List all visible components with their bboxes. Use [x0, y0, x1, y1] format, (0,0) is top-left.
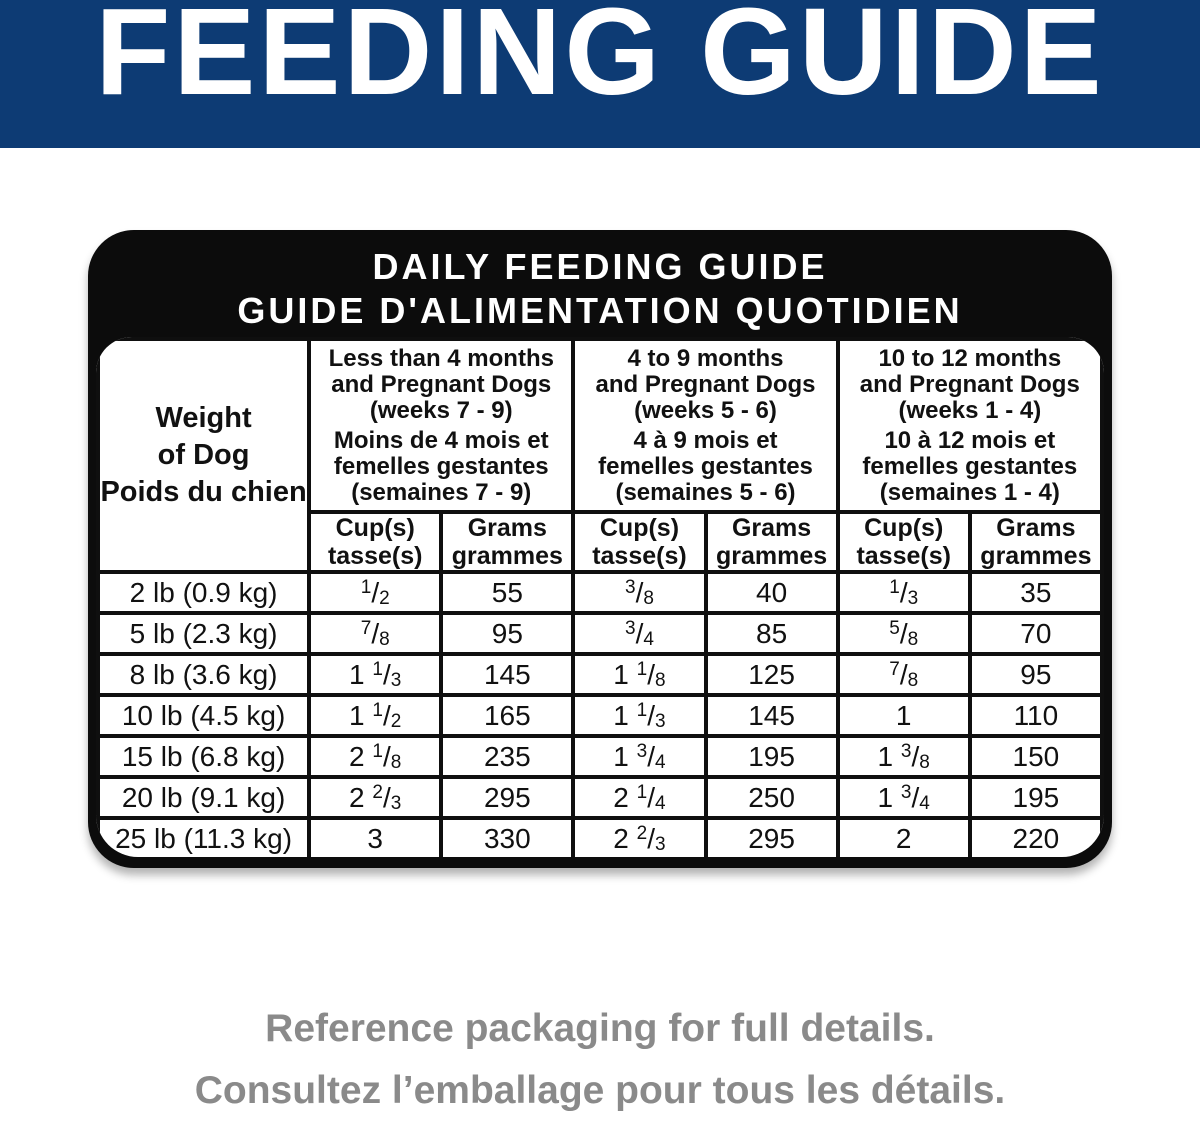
- feeding-table-body: [98, 572, 1102, 857]
- group-header-line: 10 à 12 mois et: [884, 426, 1056, 454]
- table-row: [98, 695, 1102, 736]
- value-cell: $^7$/8: [838, 654, 970, 695]
- weight-header-line: Poids du chien: [100, 476, 307, 508]
- weight-header-line: Weight: [155, 402, 252, 434]
- group-header-line: 4 to 9 months: [627, 344, 784, 372]
- feeding-guide-banner: [0, 0, 1200, 148]
- group-header-line: (semaines 5 - 6): [615, 478, 796, 506]
- value-cell: 55: [441, 572, 573, 613]
- value-cell: $^5$/8: [838, 613, 970, 654]
- value-cell: 330: [441, 818, 573, 857]
- value-cell: 85: [706, 613, 838, 654]
- value-cell: 35: [970, 572, 1102, 613]
- subheader-cups: Cup(s) tasse(s): [573, 512, 705, 572]
- group-header-line: femelles gestantes: [862, 452, 1078, 480]
- value-cell: 1 $^1$/2: [309, 695, 441, 736]
- value-cell: 2 $^2$/3: [309, 777, 441, 818]
- table-row: [98, 818, 1102, 857]
- value-cell: $^3$/8: [573, 572, 705, 613]
- card-titles: [88, 245, 1112, 333]
- group-header-line: and Pregnant Dogs: [859, 370, 1080, 398]
- value-cell: $^3$/4: [573, 613, 705, 654]
- weight-cell: 15 lb (6.8 kg): [98, 736, 309, 777]
- value-cell: 2: [838, 818, 970, 857]
- value-cell: 195: [970, 777, 1102, 818]
- group-header-line: (semaines 1 - 4): [879, 478, 1060, 506]
- group-header-line: 4 à 9 mois et: [633, 426, 778, 454]
- group-header-line: Moins de 4 mois et: [333, 426, 549, 454]
- value-cell: 295: [441, 777, 573, 818]
- value-cell: 110: [970, 695, 1102, 736]
- value-cell: 1 $^1$/8: [573, 654, 705, 695]
- value-cell: 1 $^1$/3: [309, 654, 441, 695]
- group-header-10-to-12-months: [838, 339, 1102, 512]
- group-header-line: (weeks 5 - 6): [634, 396, 777, 424]
- value-cell: 1 $^1$/3: [573, 695, 705, 736]
- value-cell: 150: [970, 736, 1102, 777]
- value-cell: 3: [309, 818, 441, 857]
- feeding-table: [96, 337, 1104, 857]
- subheader-cups: Cup(s) tasse(s): [838, 512, 970, 572]
- value-cell: 1 $^3$/4: [573, 736, 705, 777]
- footer-notes: [0, 998, 1200, 1122]
- value-cell: $^1$/3: [838, 572, 970, 613]
- table-row: [98, 572, 1102, 613]
- value-cell: 70: [970, 613, 1102, 654]
- feeding-table-wrap: [96, 337, 1104, 857]
- group-header-line: (weeks 1 - 4): [898, 396, 1042, 424]
- value-cell: 165: [441, 695, 573, 736]
- group-header-line: femelles gestantes: [333, 452, 549, 480]
- weight-cell: 20 lb (9.1 kg): [98, 777, 309, 818]
- value-cell: 2 $^1$/8: [309, 736, 441, 777]
- weight-cell: 5 lb (2.3 kg): [98, 613, 309, 654]
- subheader-grams: Grams grammes: [441, 512, 573, 572]
- subheader-cups: Cup(s) tasse(s): [309, 512, 441, 572]
- value-cell: 95: [441, 613, 573, 654]
- value-cell: 195: [706, 736, 838, 777]
- value-cell: 2 $^2$/3: [573, 818, 705, 857]
- table-row: [98, 654, 1102, 695]
- footer-note-en: Reference packaging for full details.: [265, 1007, 935, 1050]
- table-row: [98, 777, 1102, 818]
- table-row: [98, 613, 1102, 654]
- subheader-grams: Grams grammes: [970, 512, 1102, 572]
- banner-title: FEEDING GUIDE: [95, 0, 1105, 121]
- group-header-line: femelles gestantes: [598, 452, 813, 480]
- footer-note-fr: Consultez l’emballage pour tous les détails.: [194, 1069, 1006, 1112]
- weight-cell: 2 lb (0.9 kg): [98, 572, 309, 613]
- card-title-fr: GUIDE D'ALIMENTATION QUOTIDIEN: [237, 290, 963, 331]
- group-header-line: (semaines 7 - 9): [351, 478, 532, 506]
- group-header-line: Less than 4 months: [328, 344, 554, 372]
- group-header-line: 10 to 12 months: [878, 344, 1062, 372]
- value-cell: 1 $^3$/4: [838, 777, 970, 818]
- weight-header-line: of Dog: [157, 439, 250, 471]
- value-cell: 1: [838, 695, 970, 736]
- group-header-under-4-months: [309, 339, 573, 512]
- value-cell: 2 $^1$/4: [573, 777, 705, 818]
- group-header-row: [98, 339, 1102, 512]
- value-cell: $^7$/8: [309, 613, 441, 654]
- value-cell: 220: [970, 818, 1102, 857]
- value-cell: $^1$/2: [309, 572, 441, 613]
- weight-cell: 25 lb (11.3 kg): [98, 818, 309, 857]
- value-cell: 95: [970, 654, 1102, 695]
- subheader-grams: Grams grammes: [706, 512, 838, 572]
- value-cell: 250: [706, 777, 838, 818]
- value-cell: 1 $^3$/8: [838, 736, 970, 777]
- value-cell: 40: [706, 572, 838, 613]
- value-cell: 145: [706, 695, 838, 736]
- group-header-line: (weeks 7 - 9): [369, 396, 513, 424]
- weight-cell: 10 lb (4.5 kg): [98, 695, 309, 736]
- group-header-line: and Pregnant Dogs: [331, 370, 552, 398]
- card-title-en: DAILY FEEDING GUIDE: [372, 246, 828, 287]
- value-cell: 235: [441, 736, 573, 777]
- group-header-4-to-9-months: [573, 339, 837, 512]
- weight-header: [98, 339, 309, 572]
- value-cell: 295: [706, 818, 838, 857]
- value-cell: 125: [706, 654, 838, 695]
- value-cell: 145: [441, 654, 573, 695]
- table-row: [98, 736, 1102, 777]
- weight-cell: 8 lb (3.6 kg): [98, 654, 309, 695]
- group-header-line: and Pregnant Dogs: [595, 370, 816, 398]
